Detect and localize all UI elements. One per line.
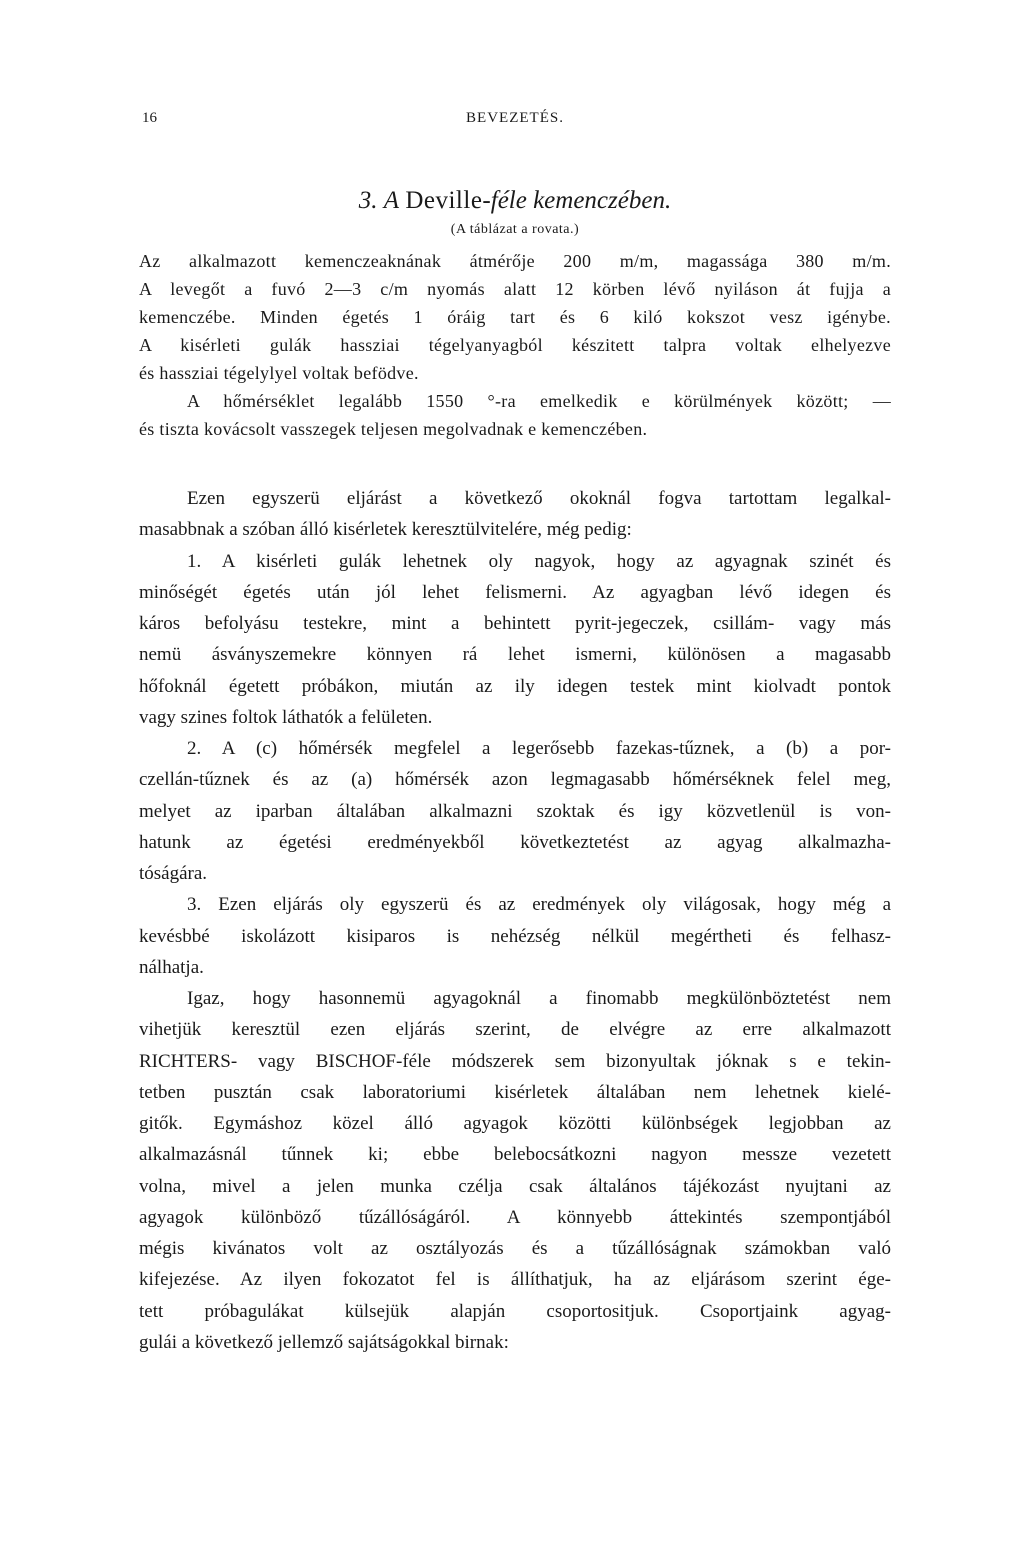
- text-line: mégis kivánatos volt az osztályozás és a tűzállóságnak számokban való: [139, 1238, 891, 1259]
- apparatus-description: [139, 247, 891, 443]
- text-line: nálhatja.: [139, 956, 204, 978]
- text-line: gitők. Egymáshoz közel álló agyagok közötti különbségek legjobban az: [139, 1113, 891, 1134]
- text-line: hőfoknál égetett próbákon, miután az ily idegen testek mint kiolvadt pontok: [139, 675, 891, 697]
- text-line: vagy szines foltok láthatók a felületen.: [139, 706, 433, 728]
- section-name: Deville: [405, 187, 483, 214]
- text-line: volna, mivel a jelen munka czélja csak általános tájékozást nyujtani az: [139, 1175, 891, 1197]
- text-line: Igaz, hogy hasonnemü agyagoknál a finomabb megkülönböztetést nem: [187, 988, 891, 1009]
- running-head: [139, 110, 891, 138]
- text-line: kevésbbé iskolázott kisiparos is nehézség nélkül megértheti és felhasz-: [139, 925, 891, 947]
- text-line: melyet az iparban általában alkalmazni szoktak és igy közvetlenül is von-: [139, 800, 891, 822]
- text-line: tett próbagulákat külsejük alapján csoportositjuk. Csoportjaink agyag-: [139, 1300, 891, 1322]
- text-line: 3. Ezen eljárás oly egyszerü és az eredmények oly világosak, hogy még a: [187, 894, 891, 916]
- text-line: 2. A (c) hőmérsék megfelel a legerősebb fazekas-tűznek, a (b) a por-: [187, 738, 891, 759]
- text-line: tetben pusztán csak laboratoriumi kisérletek általában nem lehetnek kielé-: [139, 1081, 891, 1103]
- section-subtitle: (A táblázat a rovata.): [450, 222, 580, 237]
- text-line: gulái a következő jellemző sajátságokkal birnak:: [139, 1331, 509, 1353]
- text-line: vihetjük keresztül ezen eljárás szerint, de elvégre az erre alkalmazott: [139, 1019, 891, 1041]
- text-line: agyagok különböző tűzállóságáról. A könnyebb áttekintés szempontjából: [139, 1206, 891, 1228]
- text-line: és tiszta kovácsolt vasszegek teljesen megolvadnak e kemenczében.: [139, 419, 648, 439]
- body-text: [139, 483, 891, 1358]
- section-number: 3.: [358, 187, 378, 214]
- book-page: [139, 110, 891, 1358]
- running-title: BEVEZETÉS.: [466, 110, 564, 126]
- section-article: A: [383, 187, 400, 214]
- text-line: RICHTERS- vagy BISCHOF-féle módszerek sem bizonyultak jóknak s e tekin-: [139, 1050, 891, 1072]
- text-line: 1. A kisérleti gulák lehetnek oly nagyok, hogy az agyagnak szinét és: [187, 550, 891, 572]
- text-line: A hőmérséklet legalább 1550 °-ra emelkedik e körülmények között; —: [187, 391, 891, 411]
- text-line: kemenczébe. Minden égetés 1 óráig tart és 6 kiló kokszot vesz igénybe.: [139, 307, 891, 327]
- text-line: Az alkalmazott kemenczeaknának átmérője 200 m/m, magassága 380 m/m.: [139, 251, 891, 271]
- page-number: 16: [142, 110, 157, 126]
- text-line: káros befolyásu testekre, mint a behintett pyrit-jegeczek, csillám- vagy más: [139, 613, 891, 634]
- text-line: czellán-tűznek és az (a) hőmérsék azon legmagasabb hőmérséknek felel meg,: [139, 769, 891, 791]
- text-line: nemü ásványszemekre könnyen rá lehet ismerni, különösen a magasabb: [139, 644, 891, 666]
- text-line: és hassziai tégelylyel voltak befödve.: [139, 363, 419, 383]
- text-line: hatunk az égetési eredményekből következtetést az agyag alkalmazha-: [139, 831, 891, 853]
- section-title-rest: -féle kemenczében.: [482, 187, 672, 214]
- section-heading: [139, 186, 891, 216]
- text-line: A levegőt a fuvó 2—3 c/m nyomás alatt 12 körben lévő nyiláson át fujja a: [139, 279, 891, 299]
- text-line: tóságára.: [139, 863, 208, 884]
- text-line: kifejezése. Az ilyen fokozatot fel is állíthatjuk, ha az eljárásom szerint ége-: [139, 1269, 891, 1291]
- text-line: masabbnak a szóban álló kisérletek keresztülvitelére, még pedig:: [139, 519, 632, 541]
- paragraph-gap: [139, 443, 891, 474]
- text-line: A kisérleti gulák hassziai tégelyanyagból készitett talpra voltak elhelyezve: [139, 335, 891, 355]
- text-line: minőségét égetés után jól lehet felismerni. Az agyagban lévő idegen és: [139, 581, 891, 603]
- text-line: Ezen egyszerü eljárást a következő okoknál fogva tartottam legalkal-: [187, 488, 891, 509]
- text-line: alkalmazásnál tűnnek ki; ebbe belebocsátkozni nagyon messze vezetett: [139, 1144, 891, 1166]
